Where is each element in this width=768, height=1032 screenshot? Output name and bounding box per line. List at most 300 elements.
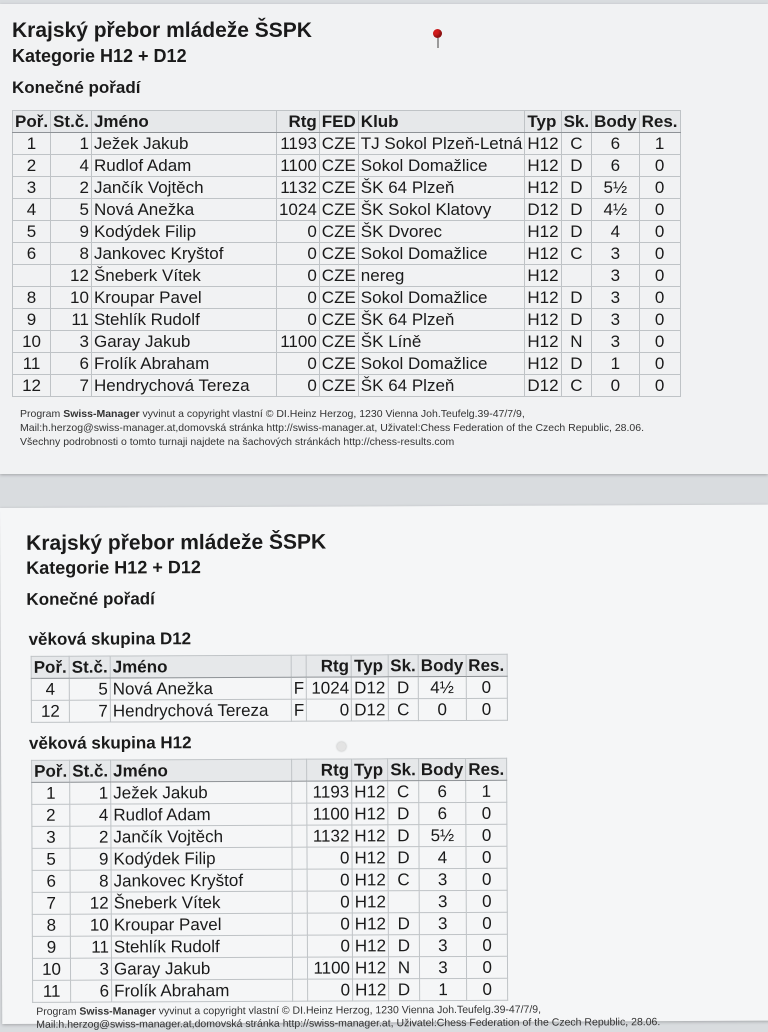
table-cell — [388, 891, 419, 913]
table-cell: 2 — [70, 826, 111, 848]
table-cell: 3 — [592, 287, 640, 309]
table-cell: H12 — [525, 133, 561, 155]
table-cell: 0 — [639, 155, 680, 177]
table-cell: 6 — [418, 780, 466, 802]
table-cell: H12 — [352, 935, 388, 957]
col-header-start-no: St.č. — [69, 656, 110, 678]
table-cell: H12 — [352, 891, 388, 913]
table-cell: 0 — [276, 309, 319, 331]
table-cell: D — [389, 935, 420, 957]
table-cell: D12 — [352, 677, 388, 699]
table-cell: 0 — [639, 221, 680, 243]
table-cell: D — [561, 221, 592, 243]
table-header-row — [32, 758, 507, 782]
table-cell: D — [389, 979, 420, 1001]
table-row — [32, 802, 507, 826]
table-cell: D — [388, 803, 419, 825]
table-cell: nereg — [358, 265, 525, 287]
table-row — [13, 331, 681, 353]
table-cell: 1193 — [307, 781, 352, 803]
col-header-type: Typ — [352, 655, 388, 677]
table-header-row — [31, 654, 507, 678]
col-header-rank: Poř. — [13, 111, 51, 133]
col-header-name: Jméno — [111, 759, 292, 782]
table-cell: 9 — [32, 936, 70, 958]
table-cell: 0 — [276, 287, 319, 309]
table-cell: D — [561, 199, 592, 221]
table-row — [32, 934, 507, 958]
table-cell: Nová Anežka — [91, 199, 276, 221]
table-cell: 11 — [70, 936, 111, 958]
table-cell: 3 — [419, 868, 467, 890]
table-cell: C — [388, 869, 419, 891]
footer-program-line — [20, 408, 525, 421]
table-cell: Hendrychová Tereza — [110, 699, 291, 722]
table-cell: 3 — [51, 331, 92, 353]
table-cell: D — [388, 677, 419, 699]
table-cell: Rudlof Adam — [91, 155, 276, 177]
table-cell: 3 — [32, 826, 70, 848]
col-header-name: Jméno — [110, 655, 291, 678]
red-pushpin-icon — [433, 29, 442, 38]
table-cell: Šneberk Vítek — [91, 265, 276, 287]
table-cell: 12 — [13, 375, 51, 397]
table-cell: H12 — [525, 243, 561, 265]
col-header-start-no: St.č. — [51, 111, 92, 133]
table-row — [13, 243, 681, 265]
table-cell: 11 — [33, 980, 71, 1002]
footer-program-name: Swiss-Manager — [79, 1005, 156, 1018]
table-cell: Ježek Jakub — [91, 133, 276, 155]
table-cell: Nová Anežka — [110, 677, 291, 700]
table-cell: D — [388, 847, 419, 869]
table-cell: ŠK 64 Plzeň — [358, 309, 525, 331]
table-cell: D — [561, 309, 592, 331]
table-cell: 8 — [70, 870, 111, 892]
table-cell: CZE — [319, 265, 358, 287]
table-cell: Garay Jakub — [91, 331, 276, 353]
table-cell: 1 — [13, 133, 51, 155]
table-cell: 0 — [639, 199, 680, 221]
table-cell: H12 — [525, 177, 561, 199]
col-header-type: Typ — [525, 111, 561, 133]
table-cell: D — [388, 913, 419, 935]
table-cell: F — [291, 699, 306, 721]
col-header-rank: Poř. — [31, 656, 69, 678]
table-cell: 5 — [32, 848, 70, 870]
col-header-result: Res. — [466, 758, 507, 780]
table-cell: 10 — [51, 287, 92, 309]
age-group-d12-title: věková skupina D12 — [28, 629, 192, 649]
table-cell: 1 — [51, 133, 92, 155]
table-cell: C — [561, 375, 592, 397]
table-cell: H12 — [525, 353, 561, 375]
table-cell: 10 — [32, 958, 70, 980]
col-header-rank: Poř. — [32, 760, 70, 782]
table-cell: 0 — [639, 375, 680, 397]
table-cell: 7 — [69, 700, 110, 722]
table-cell: 6 — [13, 243, 51, 265]
table-cell: CZE — [319, 287, 358, 309]
table-cell: Frolík Abraham — [91, 353, 276, 375]
table-cell: 4 — [31, 678, 69, 700]
table-cell: 6 — [592, 155, 640, 177]
table-cell: D12 — [352, 699, 388, 721]
table-cell: 3 — [592, 265, 640, 287]
table-row — [13, 177, 681, 199]
table-cell: 10 — [70, 914, 111, 936]
col-header-name: Jméno — [91, 111, 276, 133]
age-group-h12-title: věková skupina H12 — [28, 733, 192, 753]
table-cell: 0 — [276, 243, 319, 265]
table-cell: Sokol Domažlice — [358, 243, 525, 265]
category-title: Kategorie H12 + D12 — [26, 557, 201, 578]
table-cell: 2 — [32, 804, 70, 826]
table-cell: 0 — [466, 912, 507, 934]
table-cell: H12 — [525, 155, 561, 177]
table-cell — [292, 957, 307, 979]
page-title: Krajský přebor mládeže ŠSPK — [12, 19, 312, 42]
table-cell: 1100 — [276, 331, 319, 353]
col-header-group: Sk. — [388, 655, 419, 677]
table-row — [33, 978, 508, 1002]
table-cell: 0 — [639, 287, 680, 309]
col-header-points: Body — [418, 654, 466, 676]
table-cell: 1132 — [276, 177, 319, 199]
table-cell: 9 — [13, 309, 51, 331]
table-cell: 4 — [592, 221, 640, 243]
table-cell: 3 — [13, 177, 51, 199]
footer-text: Program — [36, 1005, 80, 1018]
table-cell — [13, 265, 51, 287]
table-cell: 0 — [639, 177, 680, 199]
table-cell: 2 — [51, 177, 92, 199]
category-title: Kategorie H12 + D12 — [12, 46, 187, 66]
table-cell: 0 — [639, 265, 680, 287]
col-header-rating: Rtg — [307, 655, 352, 677]
table-cell: 8 — [51, 243, 92, 265]
table-cell: 0 — [467, 956, 508, 978]
table-cell: CZE — [319, 375, 358, 397]
table-cell: H12 — [353, 979, 389, 1001]
table-row — [13, 133, 681, 155]
table-cell: Ježek Jakub — [111, 781, 292, 804]
table-cell: 0 — [466, 698, 507, 720]
table-cell: Šneberk Vítek — [111, 891, 292, 914]
table-cell: 1 — [70, 782, 111, 804]
table-cell: N — [561, 331, 592, 353]
table-row — [32, 956, 507, 980]
table-cell: Kroupar Pavel — [111, 913, 292, 936]
table-cell: D — [561, 155, 592, 177]
table-cell: 0 — [639, 331, 680, 353]
table-cell: 9 — [70, 848, 111, 870]
table-cell: 0 — [466, 802, 507, 824]
table-cell — [292, 935, 307, 957]
table-row — [32, 846, 507, 870]
table-cell: CZE — [319, 353, 358, 375]
table-cell: ŠK Líně — [358, 331, 525, 353]
table-cell: H12 — [352, 913, 388, 935]
table-cell: Jankovec Kryštof — [91, 243, 276, 265]
table-cell: ŠK Dvorec — [358, 221, 525, 243]
table-cell: H12 — [525, 331, 561, 353]
table-cell: 0 — [307, 891, 352, 913]
table-cell: 1100 — [276, 155, 319, 177]
table-cell: CZE — [319, 177, 358, 199]
table-cell: 5½ — [592, 177, 640, 199]
col-header-group: Sk. — [388, 759, 419, 781]
table-cell: H12 — [525, 309, 561, 331]
standings-subtitle: Konečné pořadí — [26, 589, 155, 609]
table-cell: 11 — [51, 309, 92, 331]
table-cell: Sokol Domažlice — [358, 353, 525, 375]
footer-text: vyvinut a copyright vlastní © DI.Heinz Herzog, 1230 Vienna Joh.Teufelg.39-47/7/9, — [139, 408, 525, 420]
col-header-result: Res. — [466, 654, 507, 676]
col-header-points: Body — [418, 758, 466, 780]
col-header-rating: Rtg — [276, 111, 319, 133]
table-cell: 1 — [466, 780, 507, 802]
table-cell: 0 — [307, 913, 352, 935]
table-cell: Kodýdek Filip — [91, 221, 276, 243]
table-cell: D — [388, 825, 419, 847]
footer-program-name: Swiss-Manager — [63, 408, 140, 420]
table-cell: 0 — [418, 698, 466, 720]
table-cell: Sokol Domažlice — [358, 287, 525, 309]
footer-text: vyvinut a copyright vlastní © DI.Heinz Herzog, 1230 Vienna Joh.Teufelg.39-47/7/9, — [155, 1003, 542, 1018]
table-cell: 0 — [639, 353, 680, 375]
h12-standings-table — [31, 758, 508, 1003]
table-cell: 0 — [592, 375, 640, 397]
table-cell: 10 — [13, 331, 51, 353]
table-cell: 0 — [276, 375, 319, 397]
table-cell: 4 — [51, 155, 92, 177]
table-cell: CZE — [319, 309, 358, 331]
table-cell: 3 — [592, 331, 640, 353]
table-cell — [292, 891, 307, 913]
table-cell: D — [561, 177, 592, 199]
table-cell: 0 — [466, 890, 507, 912]
table-cell — [292, 803, 307, 825]
table-cell: Kodýdek Filip — [111, 847, 292, 870]
table-cell: 6 — [418, 802, 466, 824]
table-cell: H12 — [352, 781, 388, 803]
footer-mail-line: Mail:h.herzog@swiss-manager.at,domovská stránka http://swiss-manager.at, Uživatel:Chess Federation of the Czech Republic, 28.06. — [36, 1016, 661, 1031]
standings-subtitle: Konečné pořadí — [12, 78, 141, 97]
table-cell: CZE — [319, 243, 358, 265]
table-row — [32, 868, 507, 892]
table-cell: H12 — [525, 287, 561, 309]
col-header-result: Res. — [639, 111, 680, 133]
table-cell: CZE — [319, 199, 358, 221]
table-cell: ŠK 64 Plzeň — [358, 177, 525, 199]
table-cell: Jankovec Kryštof — [111, 869, 292, 892]
table-row — [13, 199, 681, 221]
table-cell — [292, 913, 307, 935]
table-cell: 1 — [419, 978, 467, 1000]
table-cell: D — [561, 287, 592, 309]
table-cell: H12 — [352, 847, 388, 869]
table-cell: 3 — [419, 890, 467, 912]
table-cell: 0 — [276, 221, 319, 243]
table-cell: 5 — [69, 678, 110, 700]
table-cell: 3 — [71, 958, 112, 980]
table-cell: 3 — [419, 956, 467, 978]
pushpin-shaft — [437, 38, 439, 48]
table-row — [13, 309, 681, 331]
table-cell: 4½ — [592, 199, 640, 221]
table-cell — [561, 265, 592, 287]
table-cell: F — [291, 677, 306, 699]
table-cell: D — [561, 353, 592, 375]
table-cell: ŠK 64 Plzeň — [358, 375, 525, 397]
table-cell: H12 — [352, 869, 388, 891]
table-cell: 12 — [31, 700, 69, 722]
table-cell: 4 — [419, 846, 467, 868]
table-cell: CZE — [319, 221, 358, 243]
table-cell: Stehlík Rudolf — [91, 309, 276, 331]
table-cell: C — [388, 699, 419, 721]
table-cell: 1100 — [307, 957, 352, 979]
table-cell: D12 — [525, 375, 561, 397]
table-cell: 9 — [51, 221, 92, 243]
col-header-sex — [292, 759, 307, 781]
table-cell: 12 — [70, 892, 111, 914]
table-cell — [292, 825, 307, 847]
col-header-start-no: St.č. — [70, 760, 111, 782]
table-cell: 4 — [70, 804, 111, 826]
table-cell: 0 — [307, 699, 352, 721]
table-cell: 0 — [466, 846, 507, 868]
footer-text: Program — [20, 408, 64, 420]
table-row — [32, 780, 507, 804]
d12-standings-table — [31, 654, 508, 723]
table-cell: CZE — [319, 155, 358, 177]
table-cell: H12 — [352, 825, 388, 847]
table-cell: 6 — [71, 980, 112, 1002]
table-cell: 7 — [51, 375, 92, 397]
table-cell: Sokol Domažlice — [358, 155, 525, 177]
table-row — [31, 698, 507, 722]
results-sheet-bottom — [0, 505, 768, 1031]
table-cell: 0 — [639, 243, 680, 265]
table-row — [13, 287, 681, 309]
table-cell: 0 — [466, 824, 507, 846]
table-cell: Stehlík Rudolf — [111, 935, 292, 958]
table-cell: 5½ — [419, 824, 467, 846]
table-cell — [293, 979, 308, 1001]
table-row — [13, 353, 681, 375]
table-cell: 1 — [592, 353, 640, 375]
table-row — [32, 824, 507, 848]
page-title: Krajský přebor mládeže ŠSPK — [26, 530, 327, 555]
table-row — [13, 221, 681, 243]
table-cell: 1024 — [307, 677, 352, 699]
table-cell: 0 — [467, 978, 508, 1000]
table-cell: 6 — [592, 133, 640, 155]
table-cell: 2 — [13, 155, 51, 177]
table-cell — [292, 869, 307, 891]
table-cell: 0 — [307, 935, 352, 957]
col-header-sex — [291, 655, 306, 677]
table-cell — [292, 847, 307, 869]
footer-info-line: Všechny podrobnosti o tomto turnaji najdete na šachových stránkách http://chess-results.com — [20, 436, 455, 448]
table-cell: 0 — [308, 979, 353, 1001]
table-cell: 4 — [13, 199, 51, 221]
table-cell: 8 — [32, 914, 70, 936]
table-row — [13, 375, 681, 397]
table-cell: D12 — [525, 199, 561, 221]
table-cell: 7 — [32, 892, 70, 914]
col-header-type: Typ — [352, 759, 388, 781]
table-cell: 1 — [32, 782, 70, 804]
table-cell: 0 — [466, 868, 507, 890]
col-header-group: Sk. — [561, 111, 592, 133]
table-cell: 3 — [419, 934, 467, 956]
table-cell: TJ Sokol Plzeň-Letná — [358, 133, 525, 155]
table-cell: 6 — [32, 870, 70, 892]
table-cell: Rudlof Adam — [111, 803, 292, 826]
table-cell: 8 — [13, 287, 51, 309]
table-cell: H12 — [525, 265, 561, 287]
table-cell: C — [561, 243, 592, 265]
table-cell: Jančík Vojtěch — [111, 825, 292, 848]
table-cell: CZE — [319, 133, 358, 155]
table-cell: N — [389, 957, 420, 979]
table-cell: ŠK Sokol Klatovy — [358, 199, 525, 221]
table-cell: Kroupar Pavel — [91, 287, 276, 309]
table-cell: 0 — [276, 265, 319, 287]
final-standings-table — [12, 110, 681, 397]
table-cell: 0 — [466, 676, 507, 698]
table-cell: 3 — [419, 912, 467, 934]
table-cell: 1024 — [276, 199, 319, 221]
table-cell: 1100 — [307, 803, 352, 825]
table-cell: C — [561, 133, 592, 155]
table-cell: 5 — [13, 221, 51, 243]
table-cell: 4½ — [418, 676, 466, 698]
table-cell: 0 — [307, 869, 352, 891]
table-cell: H12 — [352, 803, 388, 825]
table-cell: Frolík Abraham — [112, 979, 293, 1002]
table-cell: 0 — [639, 309, 680, 331]
col-header-points: Body — [592, 111, 640, 133]
table-cell: 0 — [276, 353, 319, 375]
table-cell: Jančík Vojtěch — [91, 177, 276, 199]
table-cell — [292, 781, 307, 803]
table-row — [32, 890, 507, 914]
table-cell: Garay Jakub — [111, 957, 292, 980]
table-header-row — [13, 111, 681, 133]
table-row — [31, 676, 507, 700]
col-header-fed: FED — [319, 111, 358, 133]
table-cell: 1 — [639, 133, 680, 155]
table-cell: 0 — [307, 847, 352, 869]
table-row — [32, 912, 507, 936]
table-cell: H12 — [525, 221, 561, 243]
table-cell: Hendrychová Tereza — [91, 375, 276, 397]
results-sheet-top — [0, 4, 768, 474]
table-row — [13, 265, 681, 287]
table-cell: 1193 — [276, 133, 319, 155]
table-cell: 6 — [51, 353, 92, 375]
table-cell: 1132 — [307, 825, 352, 847]
table-cell: 11 — [13, 353, 51, 375]
table-cell: 12 — [51, 265, 92, 287]
table-cell: H12 — [352, 957, 388, 979]
col-header-club: Klub — [358, 111, 525, 133]
table-cell: 3 — [592, 243, 640, 265]
